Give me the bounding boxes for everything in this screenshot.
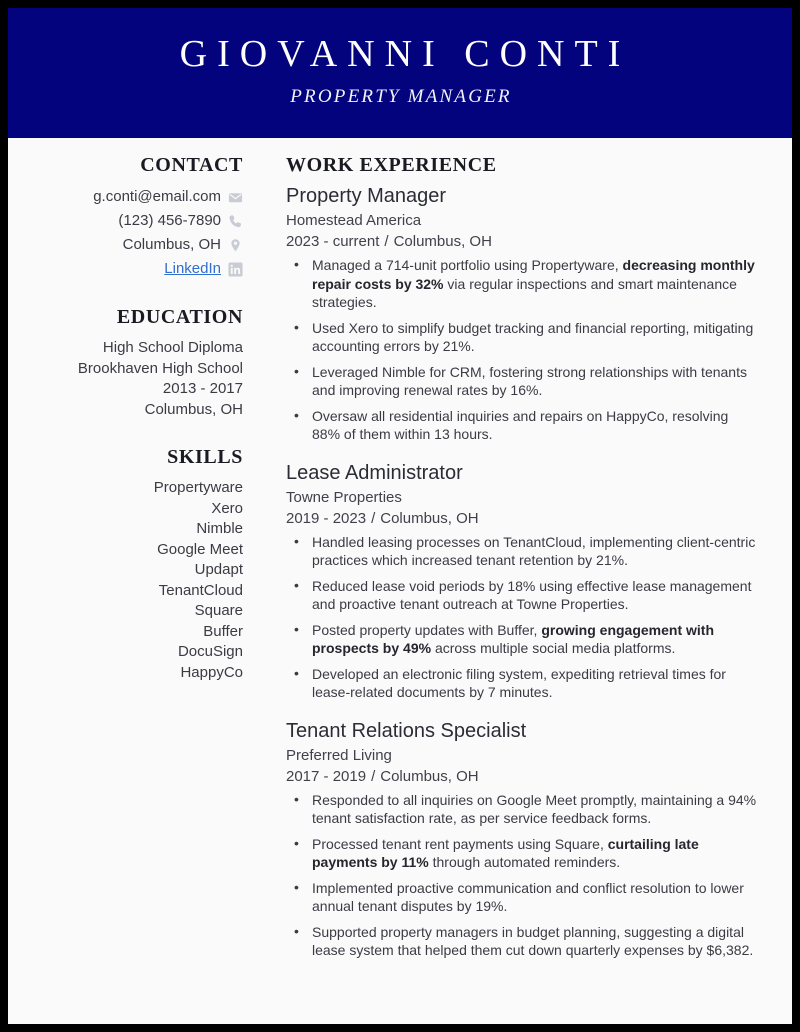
job-location: Columbus, OH — [380, 509, 479, 527]
bullet-text: Supported property managers in budget planning, suggesting a digital lease system that helped them cut down quarterly expenses by $6,382. — [312, 923, 754, 958]
job-company: Preferred Living — [286, 746, 392, 764]
job-bullet — [286, 533, 758, 570]
phone-icon — [228, 214, 243, 229]
contact-text: (123) 456-7890 — [118, 212, 221, 229]
job-bullet — [286, 256, 758, 312]
bullet-text: Posted property updates with Buffer, — [312, 621, 542, 638]
bullet-highlight: curtailing late payments by 11% — [312, 835, 699, 870]
meta-separator: / — [371, 767, 376, 785]
contact-item — [8, 186, 243, 208]
job-bullet-list — [286, 256, 758, 444]
job-bullet-list — [286, 791, 758, 960]
skill-item: Square — [194, 602, 243, 619]
job-bullet — [286, 665, 758, 702]
education-line: Brookhaven High School — [77, 359, 243, 377]
header-subtitle: PROPERTY MANAGER — [290, 85, 512, 107]
job-bullet — [286, 577, 758, 614]
bullet-text: Implemented proactive communication and conflict resolution to lower annual tenant disputes by 19%. — [312, 879, 744, 914]
main-column — [243, 154, 792, 967]
job-entry — [286, 460, 758, 702]
skill-item: Xero — [211, 499, 243, 517]
bullet-text: across multiple social media platforms. — [431, 640, 676, 656]
resume-header-band — [8, 8, 792, 138]
bullet-text: Managed a 714-unit portfolio using Propertyware, — [312, 257, 623, 273]
job-title: Property Manager — [286, 185, 447, 207]
job-location: Columbus, OH — [380, 767, 479, 785]
job-title: Lease Administrator — [286, 461, 463, 484]
bullet-text: through automated reminders. — [428, 854, 621, 870]
contact-text: g.conti@email.com — [93, 188, 221, 205]
contact-item — [8, 234, 243, 256]
job-bullet — [286, 791, 758, 828]
section-heading-skills: SKILLS — [167, 446, 243, 468]
job-bullet — [286, 879, 758, 916]
sidebar-column — [8, 154, 243, 683]
job-bullet — [286, 923, 758, 960]
skill-item: Google Meet — [157, 540, 243, 558]
bullet-text: Developed an electronic filing system, expediting retrieval times for lease-related documents by 7 minutes. — [312, 665, 726, 700]
job-bullet — [286, 835, 758, 872]
contact-item[interactable] — [8, 258, 243, 280]
job-bullet-list — [286, 533, 758, 702]
skill-item: Propertyware — [153, 479, 243, 496]
job-entry — [286, 183, 758, 444]
job-meta — [286, 766, 758, 787]
envelope-icon — [228, 190, 243, 205]
skill-item: Updapt — [194, 561, 243, 578]
page-title: GIOVANNI CONTI — [179, 33, 631, 75]
resume-body — [8, 138, 792, 967]
bullet-highlight: decreasing monthly repair costs by 32% — [312, 257, 755, 292]
bullet-text: Processed tenant rent payments using Square, — [312, 835, 608, 852]
section-heading-contact: CONTACT — [140, 154, 243, 176]
bullet-text: Oversaw all residential inquiries and repairs on HappyCo, resolving 88% of them within 13 hours. — [312, 407, 729, 442]
bullet-text: Reduced lease void periods by 18% using effective lease management and proactive tenant outreach at Towne Properties. — [312, 577, 752, 612]
job-dates: 2023 - current — [286, 233, 380, 250]
bullet-text: Leveraged Nimble for CRM, fostering strong relationships with tenants and improving renewal rates by 16%. — [312, 363, 747, 398]
job-dates: 2019 - 2023 — [286, 509, 367, 527]
job-bullet — [286, 319, 758, 356]
job-bullet — [286, 407, 758, 444]
skill-item: HappyCo — [180, 663, 243, 681]
bullet-text: Handled leasing processes on TenantCloud, implementing client-centric practices which increased tenant retention by 21%. — [312, 533, 756, 568]
job-list — [286, 183, 758, 960]
section-heading-work-experience: WORK EXPERIENCE — [286, 154, 497, 176]
skill-item: Nimble — [196, 520, 243, 537]
skills-list — [8, 478, 243, 683]
contact-list — [8, 186, 243, 280]
bullet-text: Used Xero to simplify budget tracking and financial reporting, mitigating accounting errors by 21%. — [312, 319, 754, 354]
skill-item: TenantCloud — [158, 581, 243, 599]
meta-separator: / — [371, 509, 376, 527]
education-line: High School Diploma — [102, 339, 243, 356]
job-company: Towne Properties — [286, 488, 402, 506]
education-line: 2013 - 2017 — [162, 380, 243, 397]
bullet-highlight: growing engagement with prospects by 49% — [312, 621, 714, 656]
job-bullet — [286, 363, 758, 400]
job-bullet — [286, 621, 758, 658]
contact-text: Columbus, OH — [122, 236, 221, 253]
linkedin-icon — [228, 262, 243, 277]
job-meta — [286, 231, 758, 252]
location-pin-icon — [228, 238, 243, 253]
bullet-text: Responded to all inquiries on Google Meet promptly, maintaining a 94% tenant satisfaction rate, as per service feedback forms. — [312, 791, 757, 826]
contact-item — [8, 210, 243, 232]
education-line: Columbus, OH — [144, 400, 243, 418]
bullet-text: via regular inspections and smart maintenance strategies. — [312, 275, 737, 310]
job-company: Homestead America — [286, 212, 422, 229]
job-title: Tenant Relations Specialist — [286, 719, 527, 742]
job-dates: 2017 - 2019 — [286, 767, 367, 785]
education-list — [8, 338, 243, 420]
job-meta — [286, 508, 758, 529]
job-entry — [286, 718, 758, 960]
resume-page — [8, 8, 792, 1024]
skill-item: DocuSign — [177, 643, 243, 660]
skill-item: Buffer — [203, 622, 243, 640]
job-location: Columbus, OH — [393, 233, 492, 250]
meta-separator: / — [384, 233, 389, 250]
section-heading-education: EDUCATION — [116, 306, 243, 328]
linkedin-link[interactable]: LinkedIn — [164, 260, 221, 277]
